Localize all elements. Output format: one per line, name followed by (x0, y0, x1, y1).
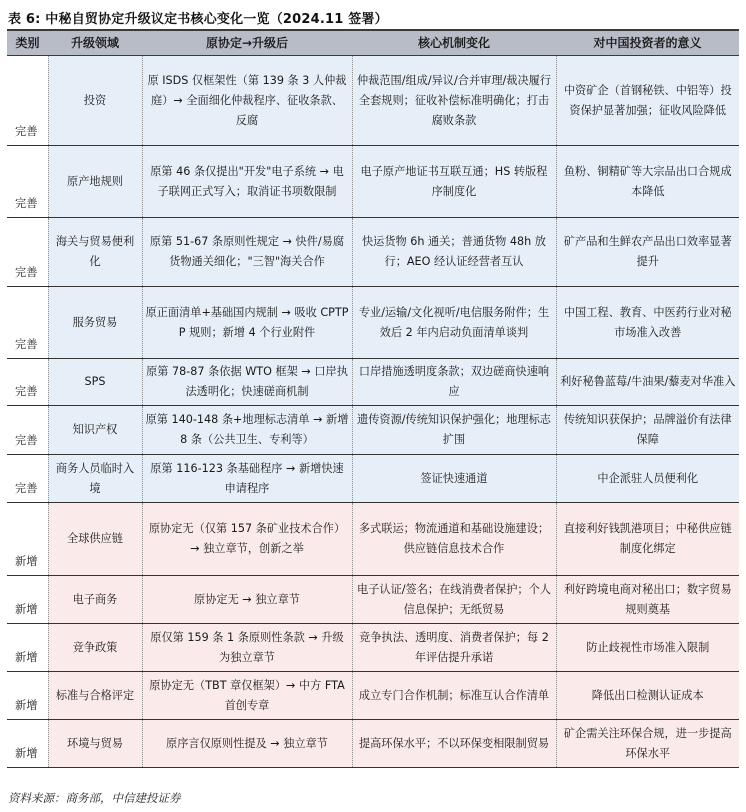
cell-change: 原第 51-67 条原则性规定 → 快件/易腐货物通关细化；"三智"海关合作 (142, 218, 352, 287)
cell-category: 完善 (7, 406, 48, 455)
cell-category: 完善 (7, 146, 48, 218)
table-row (7, 624, 739, 672)
cell-area: 全球供应链 (48, 503, 142, 576)
cell-change: 原协定无（TBT 章仅框架）→ 中方 FTA 首创专章 (142, 672, 352, 720)
cell-category: 完善 (7, 287, 48, 359)
cell-significance: 矿企需关注环保合规，进一步提高环保水平 (556, 720, 739, 768)
cell-area: 海关与贸易便利化 (48, 218, 142, 287)
comparison-table (7, 29, 739, 768)
table-row (7, 576, 739, 624)
cell-area: 标准与合格评定 (48, 672, 142, 720)
table-row (7, 218, 739, 287)
cell-mechanism: 提高环保水平；不以环保变相限制贸易 (352, 720, 556, 768)
table-row (7, 406, 739, 455)
cell-category: 完善 (7, 455, 48, 503)
cell-category: 完善 (7, 56, 48, 146)
cell-significance: 鱼粉、铜精矿等大宗品出口合规成本降低 (556, 146, 739, 218)
cell-significance: 传统知识获保护；品牌溢价有法律保障 (556, 406, 739, 455)
cell-area: 竞争政策 (48, 624, 142, 672)
cell-mechanism: 仲裁范围/组成/异议/合并审理/裁决履行全套规则；征收补偿标准明确化；打击腐败条款 (352, 56, 556, 146)
cell-category: 完善 (7, 359, 48, 406)
cell-area: 投资 (48, 56, 142, 146)
cell-change: 原 ISDS 仅框架性（第 139 条 3 人仲裁庭）→ 全面细化仲裁程序、征收条款、反腐 (142, 56, 352, 146)
cell-change: 原第 140-148 条+地理标志清单 → 新增 8 条（公共卫生、专利等） (142, 406, 352, 455)
table-row (7, 359, 739, 406)
cell-change: 原协定无（仅第 157 条矿业技术合作）→ 独立章节，创新之举 (142, 503, 352, 576)
cell-significance: 直接利好钱凯港项目；中秘供应链制度化绑定 (556, 503, 739, 576)
header-area: 升级领域 (48, 30, 142, 56)
cell-area: 商务人员临时入境 (48, 455, 142, 503)
cell-mechanism: 专业/运输/文化视听/电信服务附件；生效后 2 年内启动负面清单谈判 (352, 287, 556, 359)
cell-mechanism: 电子认证/签名；在线消费者保护；个人信息保护；无纸贸易 (352, 576, 556, 624)
cell-significance: 中企派驻人员便利化 (556, 455, 739, 503)
cell-significance: 中资矿企（首钢秘铁、中铝等）投资保护显著加强；征收风险降低 (556, 56, 739, 146)
table-row (7, 56, 739, 146)
cell-change: 原正面清单+基础国内规制 → 吸收 CPTPP 规则；新增 4 个行业附件 (142, 287, 352, 359)
cell-area: 服务贸易 (48, 287, 142, 359)
cell-significance: 利好跨境电商对秘出口；数字贸易规则奠基 (556, 576, 739, 624)
cell-change: 原第 116-123 条基础程序 → 新增快速申请程序 (142, 455, 352, 503)
cell-change: 原仅第 159 条 1 条原则性条款 → 升级为独立章节 (142, 624, 352, 672)
cell-significance: 矿产品和生鲜农产品出口效率显著提升 (556, 218, 739, 287)
cell-category: 新增 (7, 576, 48, 624)
cell-area: 原产地规则 (48, 146, 142, 218)
cell-category: 新增 (7, 720, 48, 768)
cell-mechanism: 签证快速通道 (352, 455, 556, 503)
cell-change: 原协定无 → 独立章节 (142, 576, 352, 624)
cell-area: SPS (48, 359, 142, 406)
cell-mechanism: 电子原产地证书互联互通；HS 转版程序制度化 (352, 146, 556, 218)
cell-change: 原第 46 条仅提出"开发"电子系统 → 电子联网正式写入；取消证书项数限制 (142, 146, 352, 218)
table-row (7, 720, 739, 768)
cell-significance: 降低出口检测认证成本 (556, 672, 739, 720)
table-row (7, 146, 739, 218)
table-row (7, 503, 739, 576)
cell-category: 完善 (7, 218, 48, 287)
cell-category: 新增 (7, 503, 48, 576)
cell-mechanism: 竞争执法、透明度、消费者保护；每 2 年评估提升承诺 (352, 624, 556, 672)
cell-significance: 利好秘鲁蓝莓/牛油果/藜麦对华准入 (556, 359, 739, 406)
cell-area: 电子商务 (48, 576, 142, 624)
cell-significance: 中国工程、教育、中医药行业对秘市场准入改善 (556, 287, 739, 359)
cell-change: 原第 78-87 条依据 WTO 框架 → 口岸执法透明化；快速磋商机制 (142, 359, 352, 406)
header-category: 类别 (7, 30, 48, 56)
cell-category: 新增 (7, 672, 48, 720)
header-mechanism: 核心机制变化 (352, 30, 556, 56)
source-note: 资料来源：商务部，中信建投证券 (8, 791, 181, 805)
cell-significance: 防止歧视性市场准入限制 (556, 624, 739, 672)
table-row (7, 287, 739, 359)
table-header-row (7, 30, 739, 56)
cell-mechanism: 遗传资源/传统知识保护强化；地理标志扩围 (352, 406, 556, 455)
cell-mechanism: 成立专门合作机制；标准互认合作清单 (352, 672, 556, 720)
cell-mechanism: 快运货物 6h 通关；普通货物 48h 放行；AEO 经认证经营者互认 (352, 218, 556, 287)
table-row (7, 455, 739, 503)
cell-change: 原序言仅原则性提及 → 独立章节 (142, 720, 352, 768)
table-row (7, 672, 739, 720)
cell-mechanism: 口岸措施透明度条款；双边磋商快速响应 (352, 359, 556, 406)
cell-category: 新增 (7, 624, 48, 672)
header-significance: 对中国投资者的意义 (556, 30, 739, 56)
cell-area: 知识产权 (48, 406, 142, 455)
cell-area: 环境与贸易 (48, 720, 142, 768)
cell-mechanism: 多式联运；物流通道和基础设施建设；供应链信息技术合作 (352, 503, 556, 576)
header-change: 原协定→升级后 (142, 30, 352, 56)
table-title: 表 6: 中秘自贸协定升级议定书核心变化一览（2024.11 签署） (8, 12, 388, 27)
